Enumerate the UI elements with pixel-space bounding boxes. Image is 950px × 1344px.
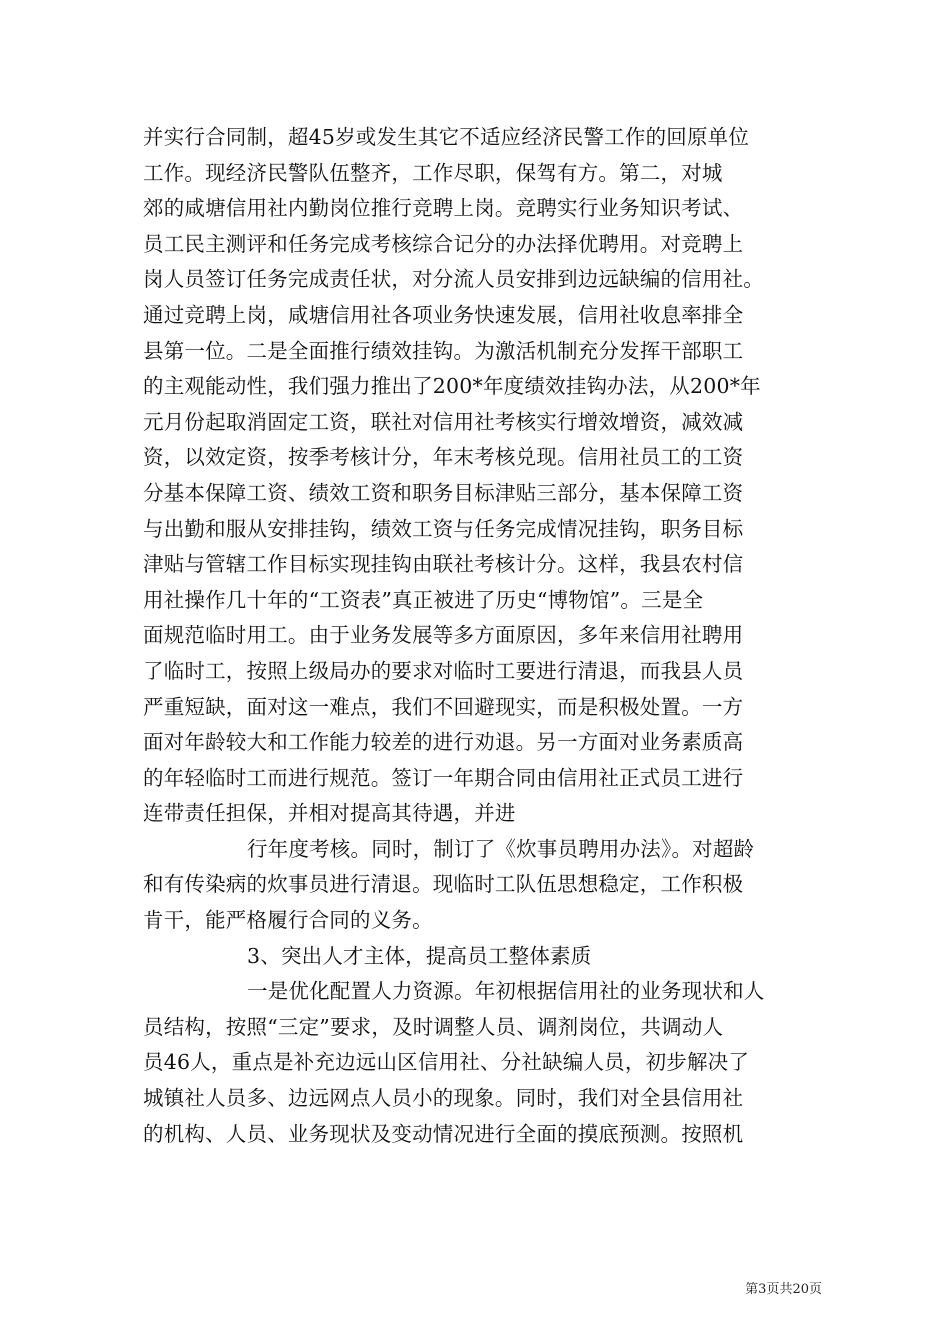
- text-line: 面对年龄较大和工作能力较差的进行劝退。另一方面对业务素质高: [143, 730, 744, 755]
- section-heading: 3、突出人才主体，提高员工整体素质: [247, 943, 592, 968]
- text-line: 资，以效定资，按季考核计分，年末考核兑现。信用社员工的工资: [143, 445, 744, 470]
- text-line: 工作。现经济民警队伍整齐，工作尽职，保驾有方。第二，对城: [143, 160, 723, 185]
- text-line: 行年度考核。同时，制订了《炊事员聘用办法》。对超龄: [247, 836, 755, 861]
- text-line: 用社操作几十年的“工资表”真正被进了历史“博物馆”。三是全: [143, 587, 704, 612]
- text-line: 城镇社人员多、边远网点人员小的现象。同时，我们对全县信用社: [143, 1086, 744, 1111]
- text-line: 的机构、人员、业务现状及变动情况进行全面的摸底预测。按照机: [143, 1121, 744, 1146]
- text-line: 并实行合同制，超45岁或发生其它不适应经济民警工作的回原单位: [143, 125, 750, 149]
- text-line: 员结构，按照“三定”要求，及时调整人员、调剂岗位，共调动人: [143, 1014, 724, 1039]
- text-line: 的主观能动性，我们强力推出了200*年度绩效挂钩办法，从200*年: [143, 374, 761, 399]
- text-line: 面规范临时用工。由于业务发展等多方面原因，多年来信用社聘用: [143, 623, 744, 648]
- text-line: 员46人，重点是补充边远山区信用社、分社缺编人员，初步解决了: [143, 1050, 750, 1075]
- text-line: 通过竞聘上岗，咸塘信用社各项业务快速发展，信用社收息率排全: [143, 302, 744, 327]
- text-line: 严重短缺，面对这一难点，我们不回避现实，而是积极处置。一方: [143, 694, 744, 719]
- page-number: 第3页共20页: [745, 1282, 822, 1297]
- text-line: 员工民主测评和任务完成考核综合记分的办法择优聘用。对竞聘上: [143, 231, 744, 256]
- text-line: 和有传染病的炊事员进行清退。现临时工队伍思想稳定，工作积极: [143, 872, 744, 897]
- text-line: 分基本保障工资、绩效工资和职务目标津贴三部分，基本保障工资: [143, 480, 744, 505]
- text-line: 郊的咸塘信用社内勤岗位推行竞聘上岗。竞聘实行业务知识考试、: [143, 196, 744, 221]
- text-line: 津贴与管辖工作目标实现挂钩由联社考核计分。这样，我县农村信: [143, 552, 744, 577]
- text-line: 岗人员签订任务完成责任状，对分流人员安排到边远缺编的信用社。: [143, 267, 764, 292]
- text-line: 一是优化配置人力资源。年初根据信用社的业务现状和人: [247, 979, 765, 1004]
- text-line: 县第一位。二是全面推行绩效挂钩。为激活机制充分发挥干部职工: [143, 338, 744, 363]
- text-line: 与出勤和服从安排挂钩，绩效工资与任务完成情况挂钩，职务目标: [143, 516, 744, 541]
- text-line: 元月份起取消固定工资，联社对信用社考核实行增效增资，减效减: [143, 409, 744, 434]
- text-line: 了临时工，按照上级局办的要求对临时工要进行清退，而我县人员: [143, 658, 744, 683]
- body-text: [143, 120, 818, 1152]
- text-line: 的年轻临时工而进行规范。签订一年期合同由信用社正式员工进行: [143, 765, 744, 790]
- text-line: 连带责任担保，并相对提高其待遇，并进: [143, 801, 516, 826]
- text-line: 肯干，能严格履行合同的义务。: [143, 908, 433, 933]
